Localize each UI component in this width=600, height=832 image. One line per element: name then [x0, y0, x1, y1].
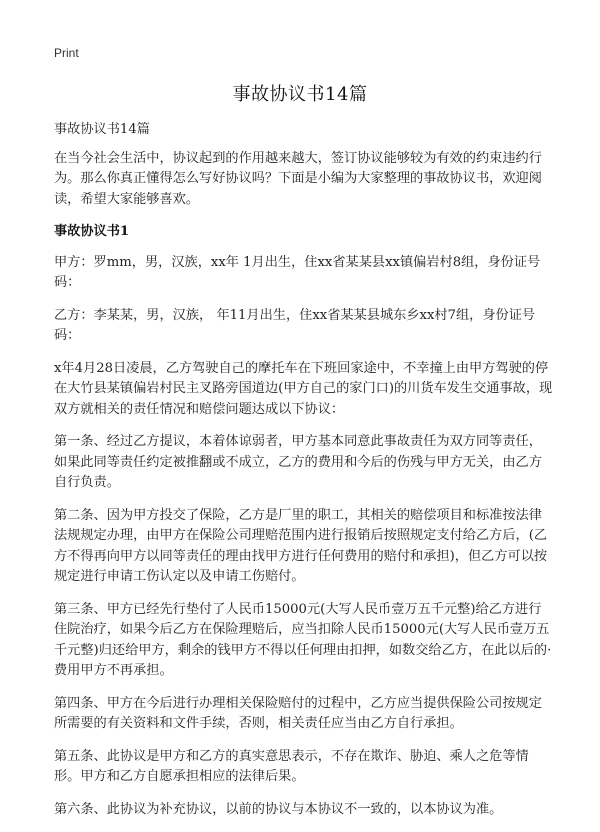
print-link[interactable]: Print: [54, 46, 79, 60]
document-title: 事故协议书14篇: [232, 84, 368, 105]
party-b-paragraph: 乙方：李某某，男，汉族， 年11月出生，住xx省某某县城东乡xx村7组，身份证号码：: [54, 307, 536, 343]
clause-paragraph: 第一条、经过乙方提议，本着体谅弱者，甲方基本同意此事故责任为双方同等责任，如果此同等责任约定被推翻或不成立，乙方的费用和今后的伤残与甲方无关，由乙方自行负责。: [54, 434, 542, 490]
clause-paragraph: 第六条、此协议为补充协议，以前的协议与本协议不一致的，以本协议为准。: [54, 801, 503, 817]
document-body: [54, 120, 554, 832]
clause-paragraph: 第三条、甲方已经先行垫付了人民币15000元(大写人民币壹万五千元整)给乙方进行住院治疗，如果今后乙方在保险理赔后，应当扣除人民币15000元(大写人民币壹万五千元整)归还给甲方，剩余的钱甲方不得以任何理由扣押，如数交给乙方，在此以后的·费用甲方不再承担。: [54, 601, 552, 678]
clause-paragraph: 第二条、因为甲方投交了保险，乙方是厂里的职工，其相关的赔偿项目和标准按法律法规规定办理，由甲方在保险公司理赔范围内进行报销后按照规定支付给乙方后，(乙方不得再向甲方以同等责任的理由找甲方进行任何费用的赔付和承担)，但乙方可以按规定进行申请工伤认定以及申请工伤赔付。: [54, 507, 548, 584]
clause-paragraph: 第五条、此协议是甲方和乙方的真实意思表示，不存在欺诈、胁迫、乘人之危等情形。甲方和乙方自愿承担相应的法律后果。: [54, 748, 529, 784]
incident-paragraph: x年4月28日凌晨，乙方驾驶自己的摩托车在下班回家途中，不幸撞上由甲方驾驶的停在大竹县某镇偏岩村民主叉路旁国道边(甲方自己的家门口)的川货车发生交通事故，现双方就相关的责任情况和赔偿问题达成以下协议：: [54, 360, 553, 417]
section-heading: 事故协议书1: [54, 224, 130, 239]
document-subtitle: 事故协议书14篇: [54, 122, 150, 137]
intro-paragraph: 在当今社会生活中，协议起到的作用越来越大，签订协议能够较为有效的约束违约行为。那么你真正懂得怎么写好协议吗？下面是小编为大家整理的事故协议书，欢迎阅读，希望大家能够喜欢。: [54, 150, 542, 207]
party-a-paragraph: 甲方：罗mm，男，汉族，xx年 1月出生，住xx省某某县xx镇偏岩村8组，身份证号码：: [54, 254, 541, 290]
clause-paragraph: 第四条、甲方在今后进行办理相关保险赔付的过程中，乙方应当提供保险公司按规定所需要的有关资料和文件手续，否则，相关责任应当由乙方自行承担。: [54, 695, 542, 731]
